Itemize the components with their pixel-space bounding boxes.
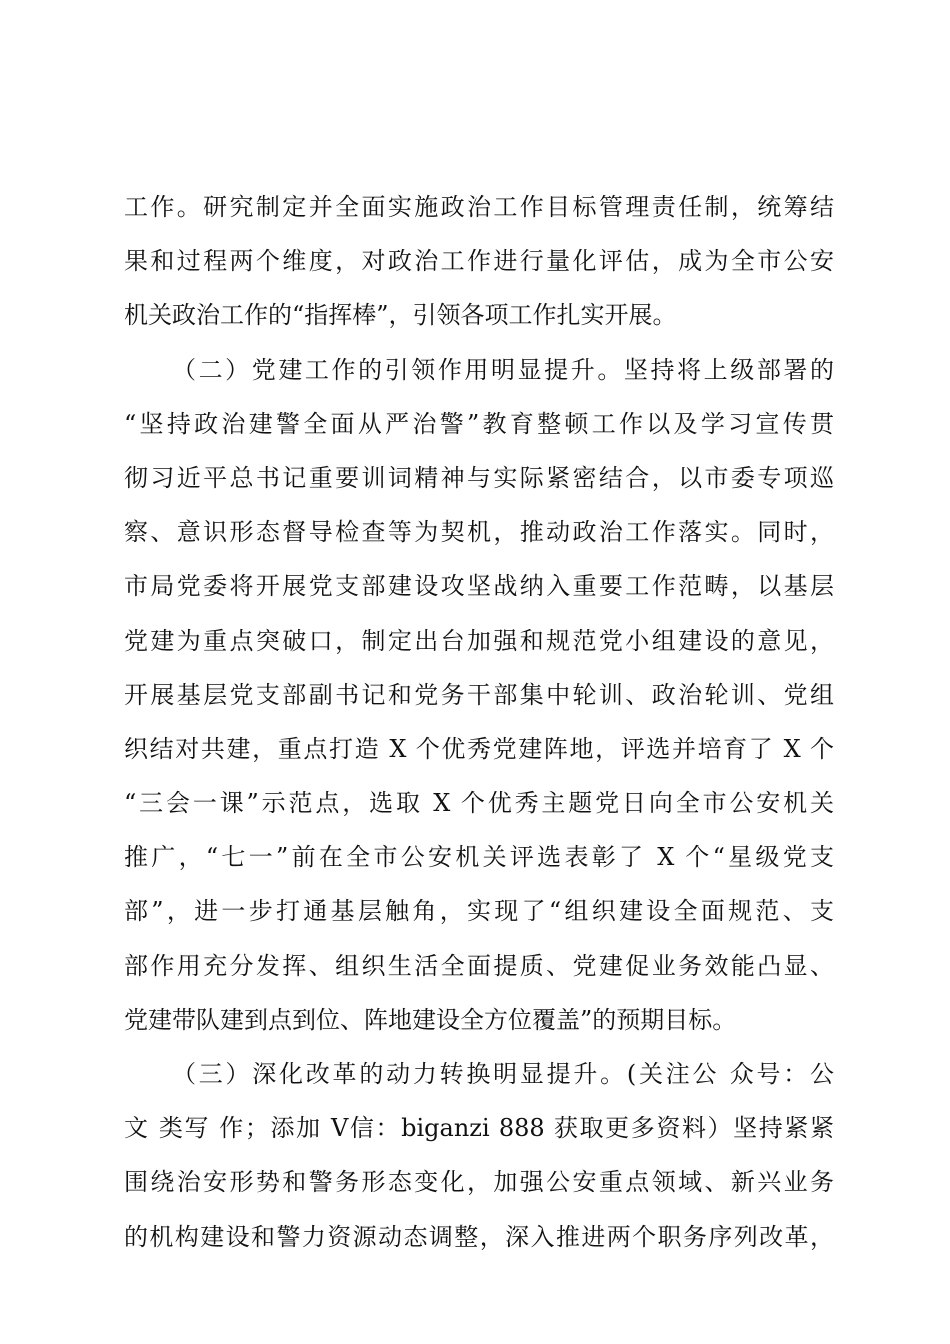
text-line-20: 的机构建设和警力资源动态调整，深入推进两个职务序列改革， [124,1222,834,1251]
text-line-1: 工作。研究制定并全面实施政治工作目标管理责任制，统筹结 [124,193,834,221]
text-line-19: 围绕治安形势和警务形态变化，加强公安重点领域、新兴业务 [124,1168,834,1197]
text-line-18: 文 类写 作；添加 V信：biganzi 888 获取更多资料）坚持紧紧 [124,1114,834,1143]
text-line-15: 部作用充分发挥、组织生活全面提质、党建促业务效能凸显、 [124,951,834,980]
section-heading-2: （二）党建工作的引领作用明显提升。坚持将上级部署的 [172,355,834,384]
text-line-13: 推广，“七一”前在全市公安机关评选表彰了 X 个“星级党支 [124,843,834,872]
text-line-5: “坚持政治建警全面从严治警”教育整顿工作以及学习宣传贯 [124,409,834,438]
document-body [124,180,834,1264]
text-line-16: 党建带队建到点到位、阵地建设全方位覆盖”的预期目标。 [124,1005,737,1034]
text-line-6: 彻习近平总书记重要训词精神与实际紧密结合，以市委专项巡 [124,463,834,492]
text-line-10: 开展基层党支部副书记和党务干部集中轮训、政治轮训、党组 [124,680,834,709]
text-line-3: 机关政治工作的“指挥棒”，引领各项工作扎实开展。 [124,301,677,330]
text-line-14: 部”，进一步打通基层触角，实现了“组织建设全面规范、支 [124,897,834,926]
text-line-2: 果和过程两个维度，对政治工作进行量化评估，成为全市公安 [124,247,834,276]
text-line-12: “三会一课”示范点，选取 X 个优秀主题党日向全市公安机关 [124,789,834,818]
section-heading-3: （三）深化改革的动力转换明显提升。(关注公 众号：公 [172,1060,834,1088]
text-line-9: 党建为重点突破口，制定出台加强和规范党小组建设的意见， [124,626,834,655]
text-line-8: 市局党委将开展党支部建设攻坚战纳入重要工作范畴，以基层 [124,572,834,601]
text-line-11: 织结对共建，重点打造 X 个优秀党建阵地，评选并培育了 X 个 [124,734,834,763]
text-line-7: 察、意识形态督导检查等为契机，推动政治工作落实。同时， [124,518,834,547]
